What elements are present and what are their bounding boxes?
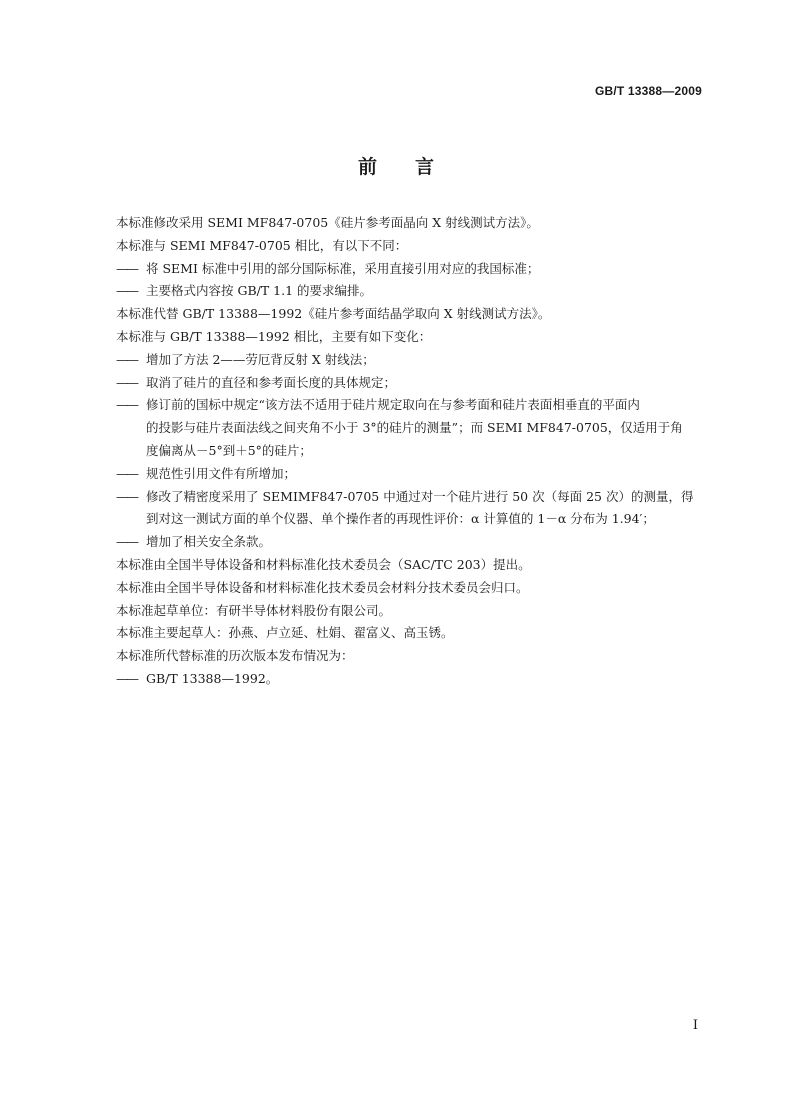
paragraph-changes-intro: 本标准与 GB/T 13388—1992 相比，主要有如下变化： bbox=[116, 328, 432, 344]
change-text: 修改了精密度采用了 SEMIMF847-0705 中通过对一个硅片进行 50 次（每面 25 次）的测量，得 bbox=[146, 488, 694, 504]
dash-marker: —— bbox=[116, 374, 137, 390]
dash-marker: —— bbox=[116, 260, 137, 276]
dash-marker: —— bbox=[116, 488, 137, 504]
dash-marker: —— bbox=[116, 534, 137, 550]
paragraph-differences-intro: 本标准与 SEMI MF847-0705 相比，有以下不同： bbox=[116, 237, 408, 253]
page-number: I bbox=[692, 1018, 698, 1033]
difference-item bbox=[116, 280, 706, 303]
foreword-body bbox=[116, 212, 706, 691]
difference-text: 将 SEMI 标准中引用的部分国际标准，采用直接引用对应的我国标准； bbox=[146, 260, 540, 276]
paragraph-administered-by: 本标准由全国半导体设备和材料标准化技术委员会材料分技术委员会归口。 bbox=[116, 579, 529, 595]
change-item bbox=[116, 349, 706, 372]
paragraph-history-intro: 本标准所代替标准的历次版本发布情况为： bbox=[116, 648, 354, 664]
change-item bbox=[116, 394, 706, 462]
paragraph-replaces: 本标准代替 GB/T 13388—1992《硅片参考面结晶学取向 X 射线测试方法》。 bbox=[116, 306, 551, 322]
history-text: GB/T 13388—1992。 bbox=[146, 670, 279, 686]
page-title bbox=[0, 152, 792, 179]
change-item bbox=[116, 463, 706, 486]
change-item bbox=[116, 531, 706, 554]
title-char-2: 言 bbox=[415, 156, 435, 178]
difference-item bbox=[116, 258, 706, 281]
paragraph-adoption: 本标准修改采用 SEMI MF847-0705《硅片参考面晶向 X 射线测试方法》。 bbox=[116, 215, 539, 230]
dash-marker: —— bbox=[116, 670, 137, 686]
change-text-continuation: 到对这一测试方面的单个仪器、单个操作者的再现性评价：α 计算值的 1－α 分布为 1.94′； bbox=[146, 511, 655, 527]
dash-marker: —— bbox=[116, 397, 137, 413]
change-text-continuation: 的投影与硅片表面法线之间夹角不小于 3°的硅片的测量”；而 SEMI MF847-0705，仅适用于角 bbox=[146, 420, 683, 436]
change-item bbox=[116, 372, 706, 395]
change-item bbox=[116, 486, 706, 532]
change-text: 规范性引用文件有所增加； bbox=[146, 465, 297, 481]
paragraph-drafters: 本标准主要起草人：孙燕、卢立延、杜娟、翟富义、高玉锈。 bbox=[116, 625, 454, 641]
change-text: 增加了方法 2——劳厄背反射 X 射线法； bbox=[146, 351, 375, 367]
change-text: 修订前的国标中规定“该方法不适用于硅片规定取向在与参考面和硅片表面相垂直的平面内 bbox=[146, 397, 640, 413]
dash-marker: —— bbox=[116, 351, 137, 367]
history-item bbox=[116, 668, 706, 691]
standard-number: GB/T 13388—2009 bbox=[594, 84, 702, 98]
paragraph-proposed-by: 本标准由全国半导体设备和材料标准化技术委员会（SAC/TC 203）提出。 bbox=[116, 556, 531, 572]
dash-marker: —— bbox=[116, 283, 137, 299]
change-text-continuation: 度偏离从－5°到＋5°的硅片； bbox=[146, 442, 312, 458]
title-char-1: 前 bbox=[357, 156, 377, 178]
difference-text: 主要格式内容按 GB/T 1.1 的要求编排。 bbox=[146, 283, 373, 299]
paragraph-drafting-unit: 本标准起草单位：有研半导体材料股份有限公司。 bbox=[116, 602, 392, 618]
dash-marker: —— bbox=[116, 465, 137, 481]
change-text: 增加了相关安全条款。 bbox=[146, 534, 272, 550]
change-text: 取消了硅片的直径和参考面长度的具体规定； bbox=[146, 374, 397, 390]
